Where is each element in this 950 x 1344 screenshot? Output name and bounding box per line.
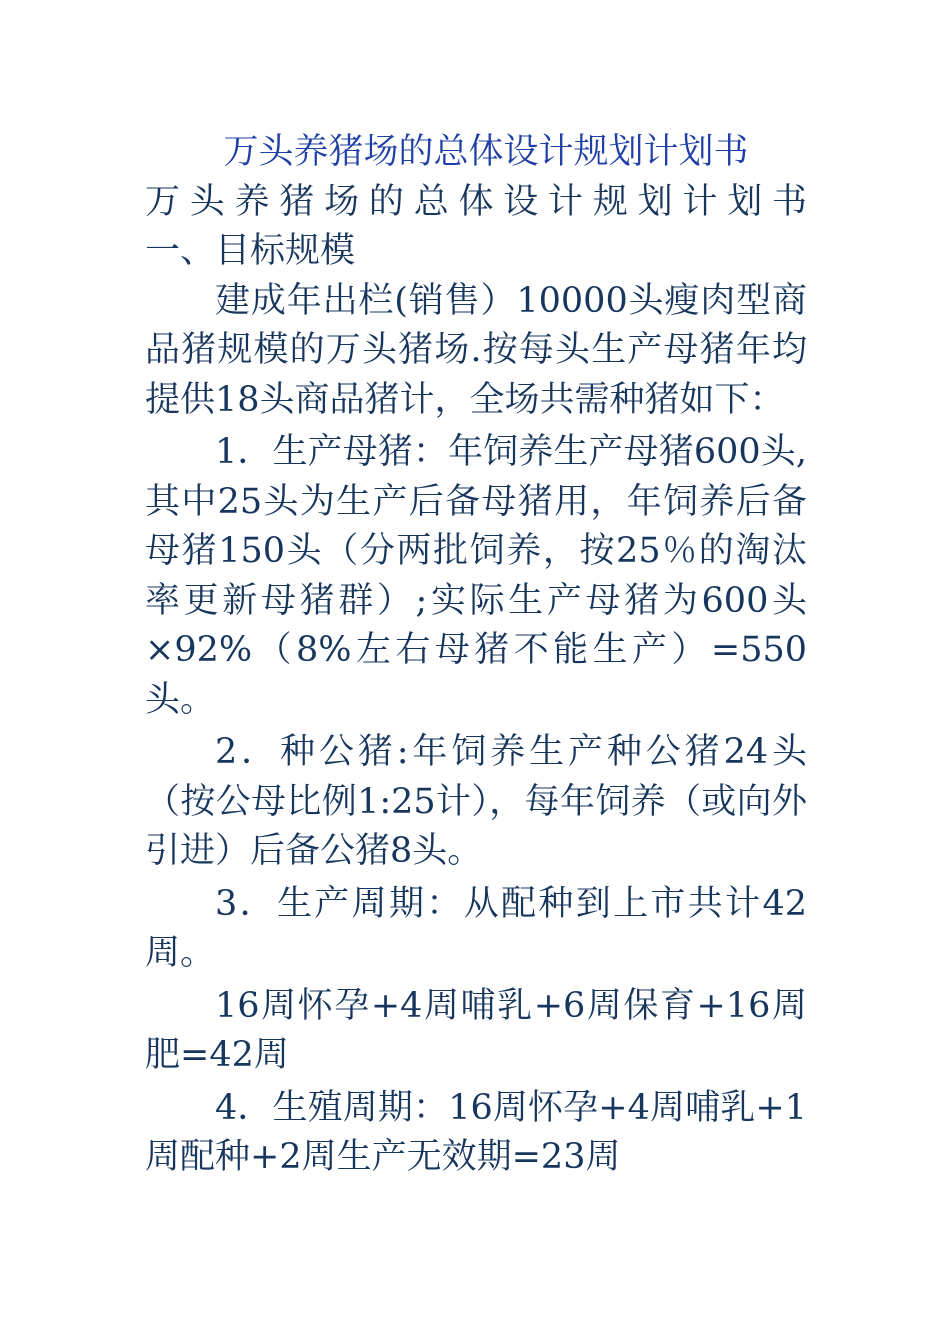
paragraph-boars: 2．种公猪:年饲养生产种公猪24头（按公母比例1:25计），每年饲养（或向外引进）后备公猪8头。: [145, 732, 807, 871]
paragraph-reproduction-cycle: 4．生殖周期：16周怀孕+4周哺乳+1周配种+2周生产无效期=23周: [145, 1087, 807, 1177]
document-subtitle: 万头养猪场的总体设计规划计划书: [145, 181, 807, 222]
document-title: 万头养猪场的总体设计规划计划书: [223, 132, 749, 172]
section-heading: 一、目标规模: [145, 231, 356, 271]
paragraph-cycle-formula: 16周怀孕+4周哺乳+6周保育+16周肥=42周: [145, 985, 807, 1075]
document-body: [145, 128, 807, 1186]
paragraph-intro: 建成年出栏(销售）10000头瘦肉型商品猪规模的万头猪场.按每头生产母猪年均提供18头商品猪计，全场共需种猪如下：: [145, 280, 807, 420]
paragraph-production-cycle: 3．生产周期：从配种到上市共计42周。: [145, 883, 807, 973]
paragraph-sows: 1．生产母猪：年饲养生产母猪600头,其中25头为生产后备母猪用，年饲养后备母猪150头（分两批饲养，按25％的淘汰率更新母猪群）;实际生产母猪为600头×92%（8%左右母猪不能生产）=550头。: [145, 432, 807, 720]
